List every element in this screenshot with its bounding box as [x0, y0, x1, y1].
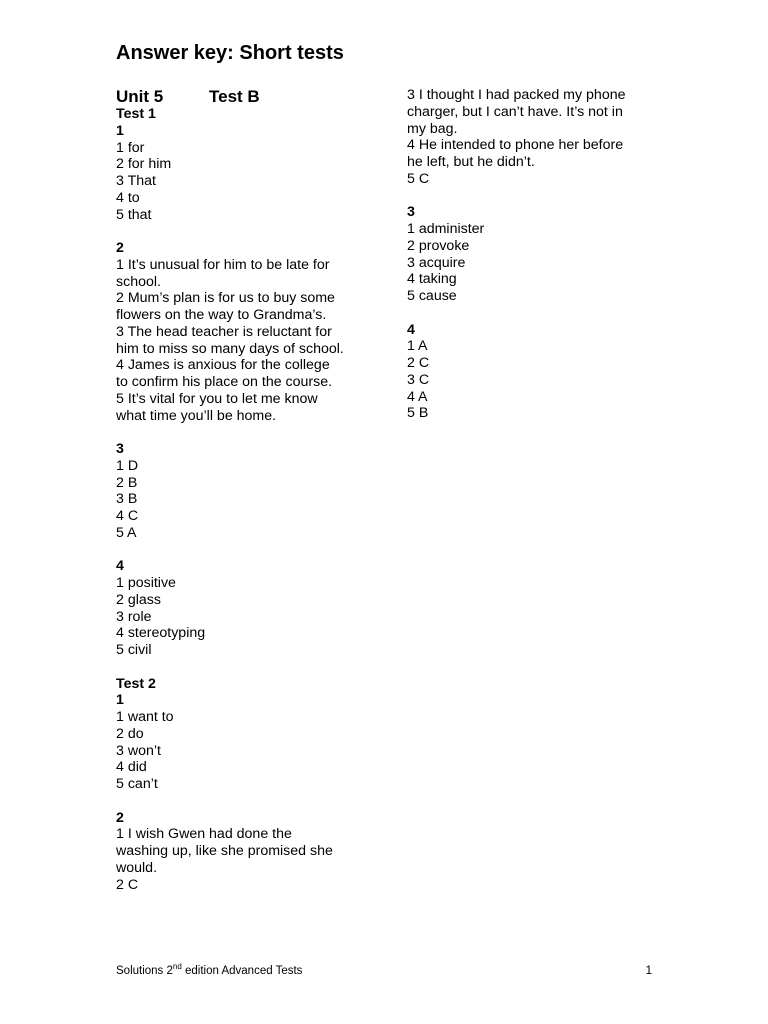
answer-line: 5 that — [116, 206, 152, 223]
answer-line: 2 C — [116, 876, 139, 893]
answer-line: school. — [116, 273, 161, 290]
answer-line: 2 C — [407, 355, 430, 371]
answer-line: washing up, like she promised she — [116, 843, 333, 859]
section-heading: 1 — [116, 122, 124, 139]
section-heading: 4 — [116, 558, 124, 575]
answer-line: 4 taking — [407, 271, 457, 288]
answer-line: 3 won’t — [116, 742, 161, 759]
answer-line: him to miss so many days of school. — [116, 340, 344, 357]
answer-line: to confirm his place on the course. — [116, 374, 333, 390]
answer-line: 3 role — [116, 608, 152, 625]
answer-line: 5 B — [407, 405, 429, 422]
answer-line: 4 James is anxious for the college — [116, 357, 330, 374]
answer-line: 4 stereotyping — [116, 625, 206, 642]
left-column — [116, 106, 376, 893]
spacer — [116, 542, 376, 559]
answer-line: 3 B — [116, 491, 138, 508]
section-heading: 3 — [407, 204, 415, 221]
page-title: Answer key: Short tests — [116, 42, 344, 64]
spacer — [116, 793, 376, 810]
answer-line: 3 That — [116, 173, 156, 189]
answer-line: 2 glass — [116, 591, 161, 608]
footer-prefix: Solutions 2 — [116, 965, 173, 977]
answer-line: 2 do — [116, 725, 144, 742]
answer-line: what time you’ll be home. — [116, 407, 277, 424]
answer-line: 1 It’s unusual for him to be late for — [116, 256, 330, 273]
answer-line: 4 A — [407, 388, 428, 405]
answer-line: 5 C — [407, 170, 430, 187]
answer-line: 1 A — [407, 338, 428, 355]
answer-line: 1 D — [116, 457, 139, 474]
unit-header — [116, 87, 260, 107]
section-heading: 2 — [116, 240, 124, 256]
answer-line: 5 It’s vital for you to let me know — [116, 390, 318, 407]
spacer — [116, 223, 376, 240]
answer-line: 4 C — [116, 508, 139, 524]
section-heading: 4 — [407, 321, 415, 338]
answer-line: 1 for — [116, 139, 145, 156]
answer-line: 5 can’t — [116, 776, 158, 792]
answer-line: 1 positive — [116, 575, 176, 591]
spacer — [116, 424, 376, 441]
spacer — [407, 188, 657, 205]
answer-line: 3 acquire — [407, 254, 466, 271]
answer-line: 3 I thought I had packed my phone — [407, 87, 626, 103]
answer-line: 4 to — [116, 189, 140, 206]
right-column — [407, 87, 657, 422]
answer-line: 4 He intended to phone her before — [407, 137, 624, 154]
answer-line: 5 A — [116, 524, 137, 541]
answer-line: 5 civil — [116, 642, 152, 658]
answer-line: 2 for him — [116, 156, 172, 173]
answer-line: flowers on the way to Grandma’s. — [116, 307, 327, 323]
footer-superscript: nd — [172, 962, 182, 972]
answer-line: 1 administer — [407, 221, 485, 237]
page-footer — [116, 962, 652, 977]
spacer — [116, 659, 376, 676]
section-heading: Test 1 — [116, 106, 156, 122]
footer-text — [116, 962, 303, 977]
answer-line: my bag. — [407, 120, 458, 137]
answer-line: would. — [116, 859, 158, 876]
test-label: Test B — [209, 87, 260, 106]
spacer — [407, 305, 657, 322]
section-heading: 3 — [116, 441, 124, 457]
answer-line: 3 C — [407, 371, 430, 388]
unit-label: Unit 5 — [116, 87, 164, 106]
answer-line: 3 The head teacher is reluctant for — [116, 323, 332, 340]
section-heading: 1 — [116, 692, 124, 709]
page-number: 1 — [645, 965, 652, 977]
footer-suffix: edition Advanced Tests — [181, 965, 303, 977]
section-heading: Test 2 — [116, 675, 156, 692]
answer-line: 1 want to — [116, 709, 174, 725]
answer-line: 1 I wish Gwen had done the — [116, 826, 292, 843]
answer-line: he left, but he didn’t. — [407, 154, 535, 170]
answer-line: charger, but I can’t have. It’s not in — [407, 103, 623, 120]
answer-line: 2 provoke — [407, 237, 470, 254]
answer-line: 5 cause — [407, 288, 457, 304]
answer-line: 2 B — [116, 474, 138, 491]
answer-line: 2 Mum’s plan is for us to buy some — [116, 290, 335, 307]
section-heading: 2 — [116, 809, 124, 826]
answer-line: 4 did — [116, 759, 147, 776]
